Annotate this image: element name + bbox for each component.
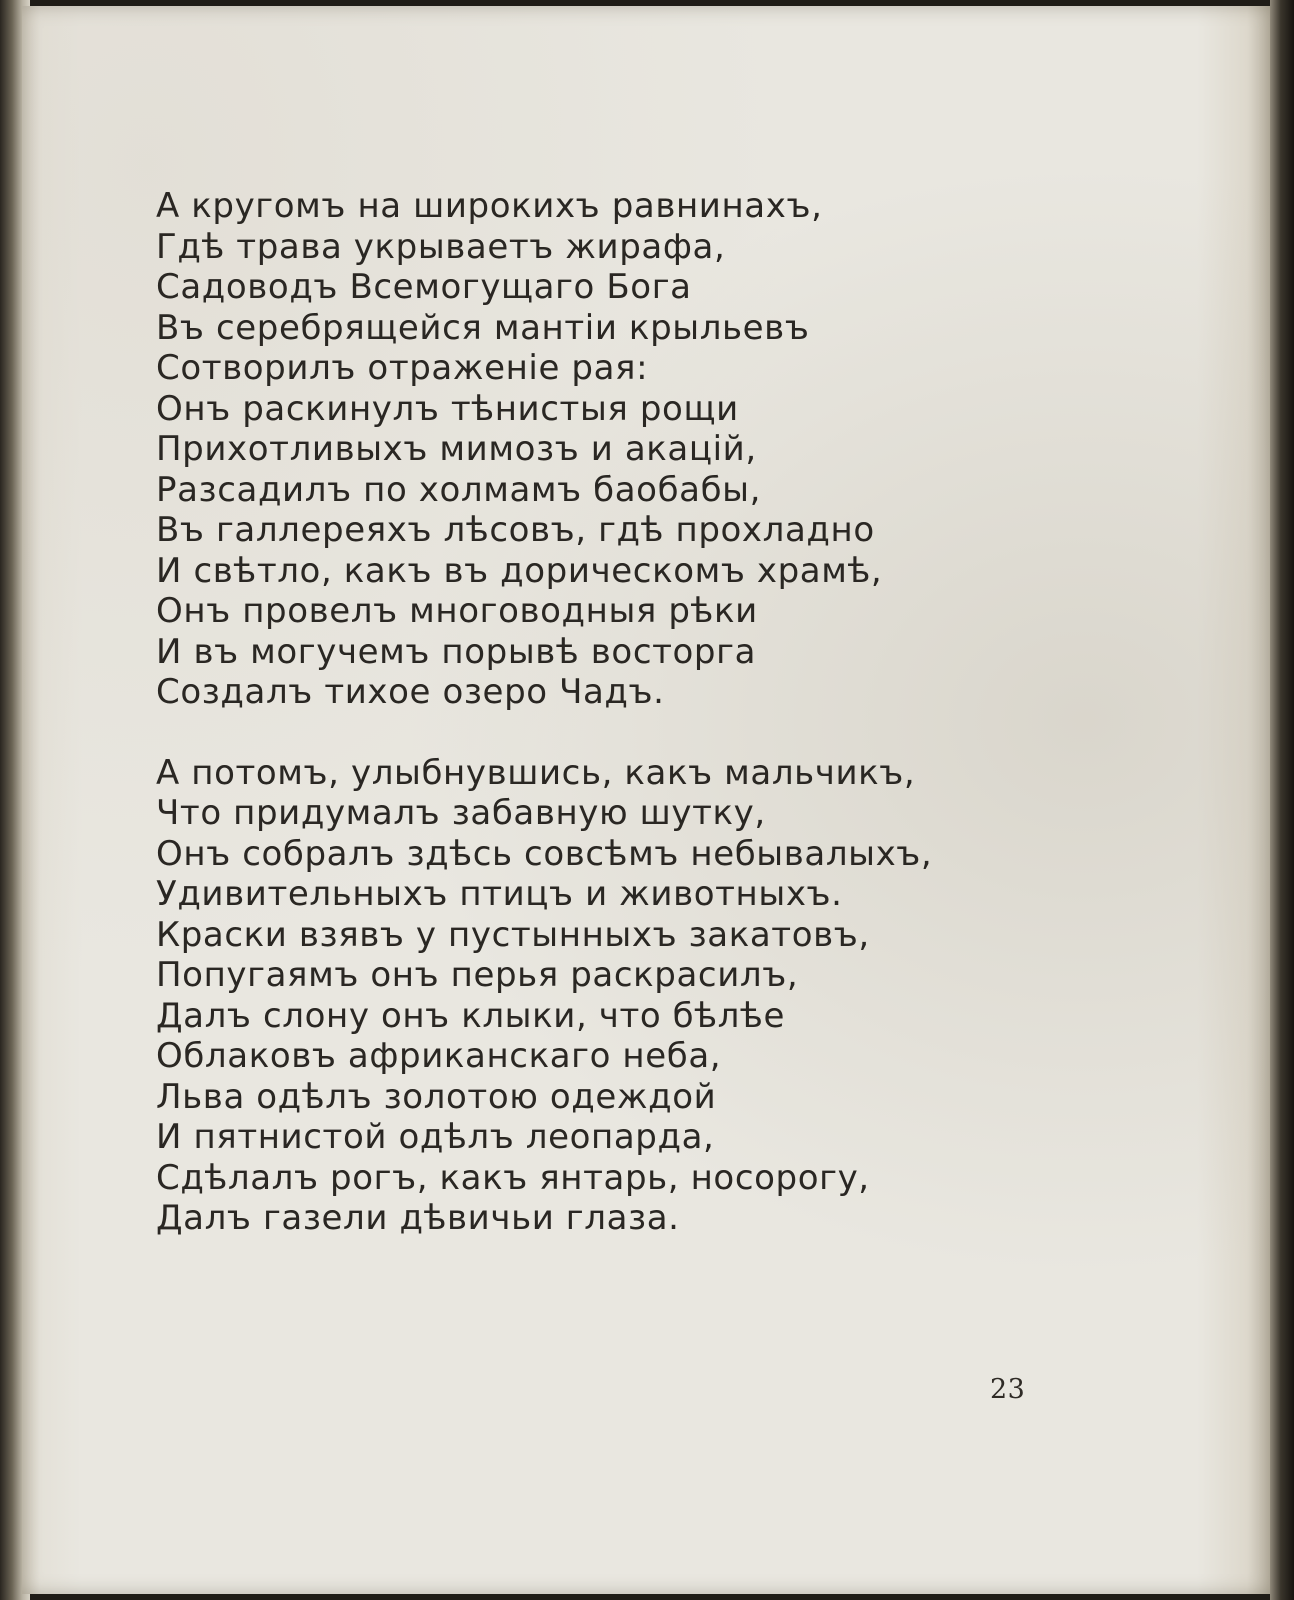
poem-line: И свѣтло, какъ въ дорическомъ храмѣ,	[156, 550, 883, 591]
poem-line: Онъ раскинулъ тѣнистыя рощи	[156, 388, 739, 429]
poem-stanza-2	[156, 753, 1056, 1239]
poem-line: Въ серебрящейся мантіи крыльевъ	[156, 307, 810, 348]
poem-line: Разсадилъ по холмамъ баобабы,	[156, 469, 761, 510]
poem-line: Облаковъ африканскаго неба,	[156, 1036, 722, 1076]
poem-line: И пятнистой одѣлъ леопарда,	[156, 1117, 715, 1157]
poem-line: Онъ провелъ многоводныя рѣки	[156, 591, 758, 631]
poem-line: Прихотливыхъ мимозъ и акацій,	[156, 429, 757, 469]
poem-line: Садоводъ Всемогущаго Бога	[156, 267, 692, 307]
poem-line: Въ галлереяхъ лѣсовъ, гдѣ прохладно	[156, 510, 875, 550]
poem-line: Сотворилъ отраженіе рая:	[156, 348, 649, 388]
poem-line: Далъ газели дѣвичьи глаза.	[156, 1198, 680, 1238]
poem-line: Онъ собралъ здѣсь совсѣмъ небывалыхъ,	[156, 833, 933, 874]
poem-line: Гдѣ трава укрываетъ жирафа,	[156, 226, 726, 267]
poem-line: А потомъ, улыбнувшись, какъ мальчикъ,	[156, 752, 916, 793]
poem-line: Далъ слону онъ клыки, что бѣлѣе	[156, 995, 785, 1036]
poem-line: Краски взявъ у пустынныхъ закатовъ,	[156, 914, 870, 955]
poem-stanza-1	[156, 186, 1056, 713]
poem-line: Удивительныхъ птицъ и животныхъ.	[156, 874, 843, 914]
book-right-edge	[1270, 0, 1294, 1600]
page-number: 23	[990, 1374, 1026, 1405]
poem-line: Создалъ тихое озеро Чадъ.	[156, 672, 665, 712]
poem-line: Льва одѣлъ золотою одеждой	[156, 1076, 717, 1117]
poem-line: Сдѣлалъ рогъ, какъ янтарь, носорогу,	[156, 1157, 870, 1198]
poem-line: Попугаямъ онъ перья раскрасилъ,	[156, 955, 799, 995]
poem-text	[156, 186, 1056, 1239]
poem-line: Что придумалъ забавную шутку,	[156, 793, 766, 833]
poem-line: А кругомъ на широкихъ равнинахъ,	[156, 186, 823, 226]
poem-line: И въ могучемъ порывѣ восторга	[156, 631, 756, 672]
